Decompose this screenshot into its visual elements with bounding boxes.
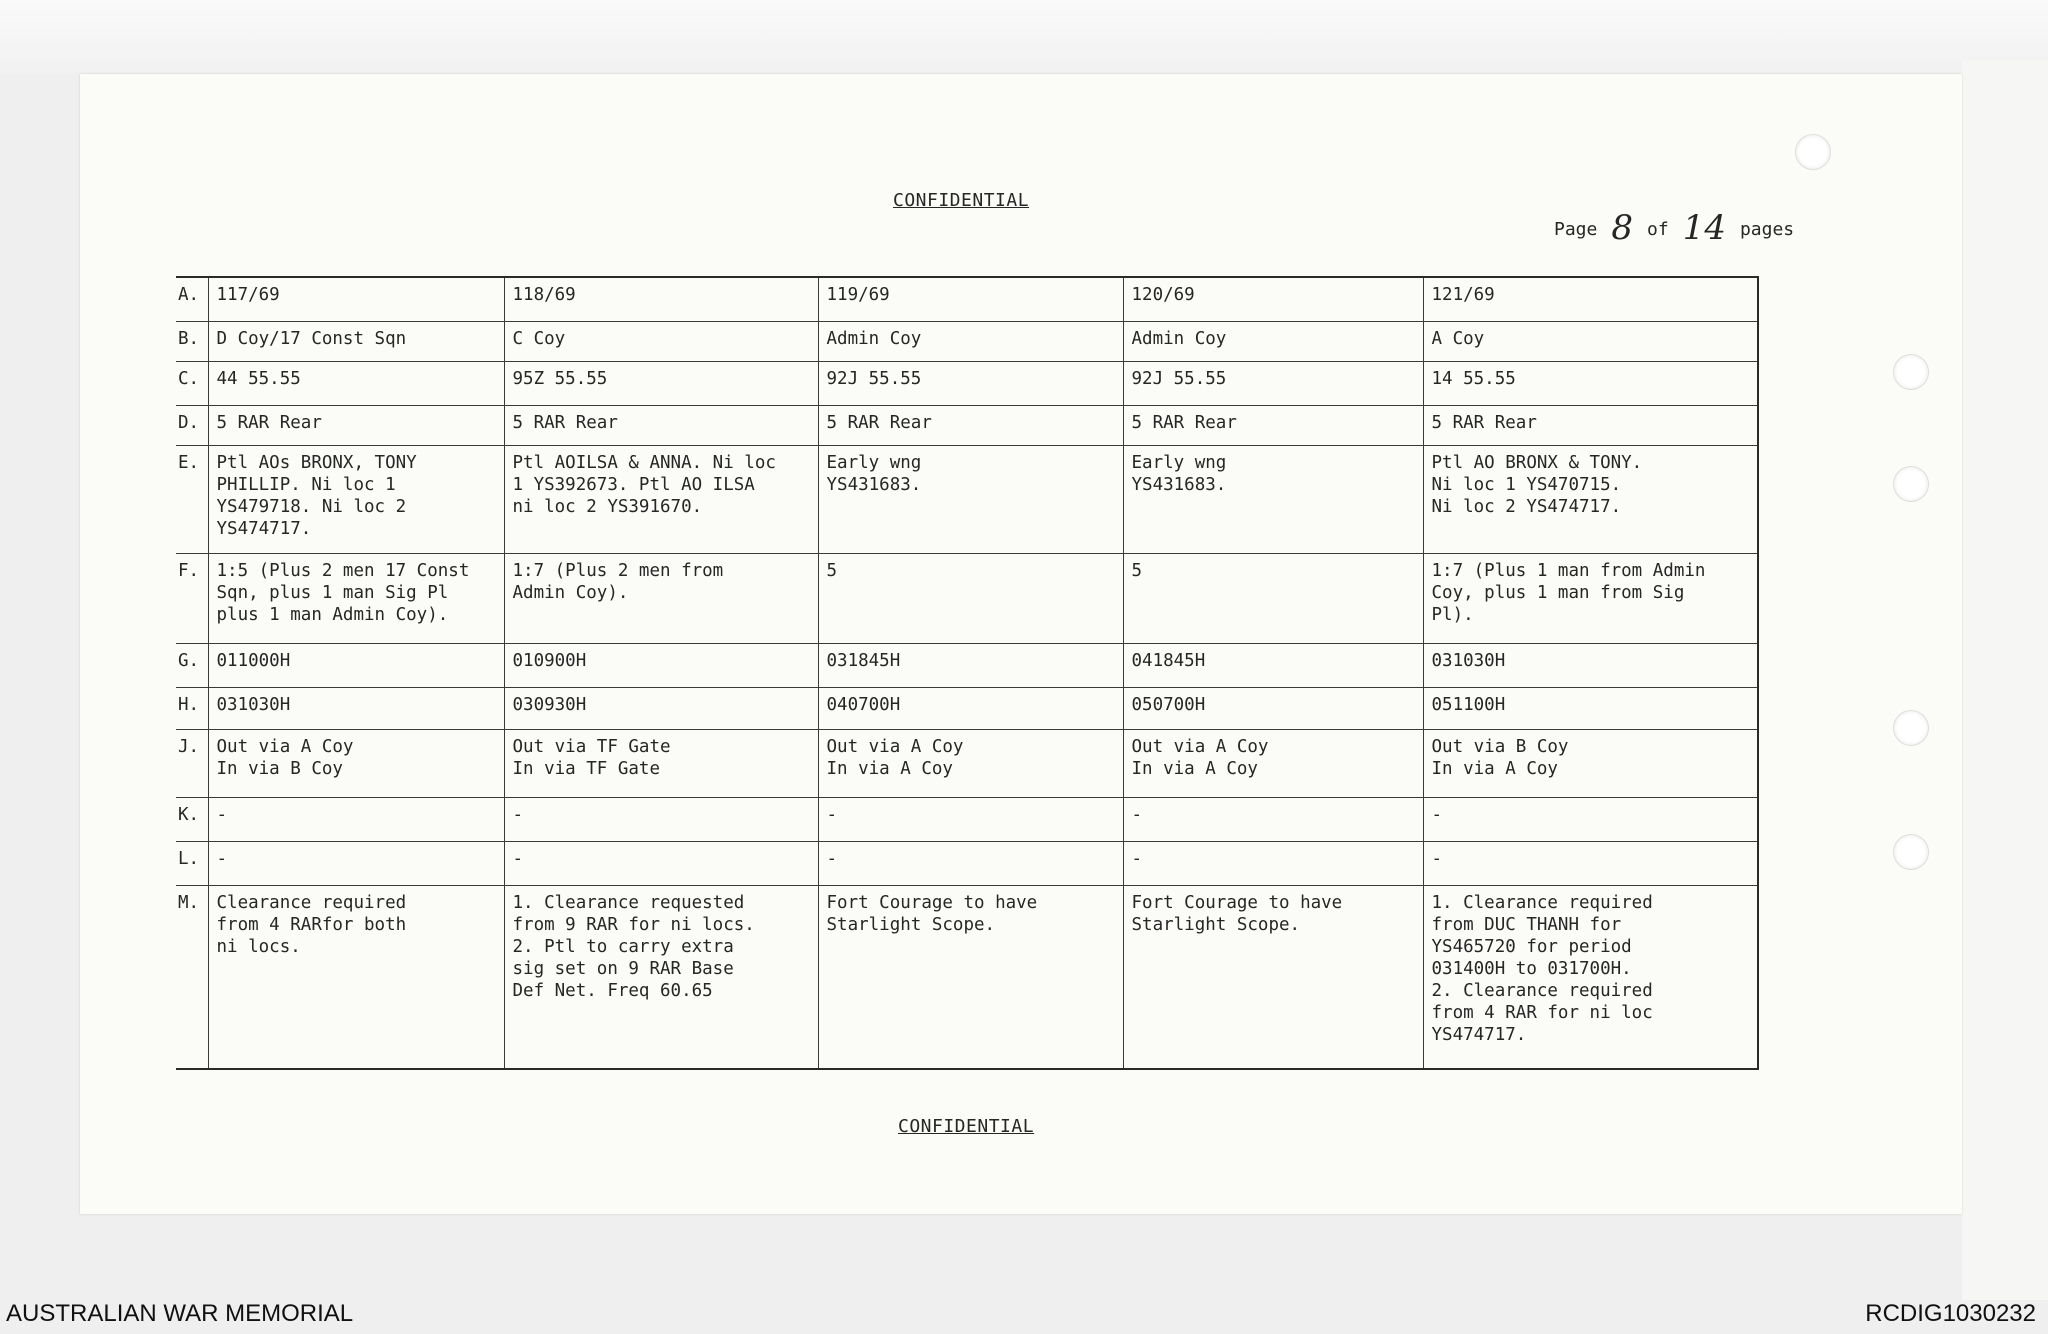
table-cell: -	[1123, 797, 1423, 841]
table-cell: 120/69	[1123, 277, 1423, 321]
binder-hole	[1893, 710, 1929, 746]
table-cell: Clearance required from 4 RARfor both ni locs.	[208, 885, 504, 1069]
table-cell: -	[818, 797, 1123, 841]
table-cell: Ptl AOILSA & ANNA. Ni loc 1 YS392673. Ptl AO ILSA ni loc 2 YS391670.	[504, 445, 818, 553]
row-label: A.	[176, 277, 208, 321]
row-label: C.	[176, 361, 208, 405]
archive-credit: AUSTRALIAN WAR MEMORIAL	[6, 1300, 354, 1327]
table-cell: 118/69	[504, 277, 818, 321]
table-cell: Admin Coy	[818, 321, 1123, 361]
table-cell: 1. Clearance requested from 9 RAR for ni locs. 2. Ptl to carry extra sig set on 9 RAR Base Def Net. Freq 60.65	[504, 885, 818, 1069]
binder-hole	[1893, 354, 1929, 390]
table-cell: Out via A Coy In via A Coy	[1123, 729, 1423, 797]
table-cell: 44 55.55	[208, 361, 504, 405]
row-label: K.	[176, 797, 208, 841]
table-cell: 1:5 (Plus 2 men 17 Const Sqn, plus 1 man Sig Pl plus 1 man Admin Coy).	[208, 553, 504, 643]
page-number	[1554, 208, 1794, 248]
table-cell: Fort Courage to have Starlight Scope.	[818, 885, 1123, 1069]
table-cell: 14 55.55	[1423, 361, 1758, 405]
table-cell: D Coy/17 Const Sqn	[208, 321, 504, 361]
table-cell: A Coy	[1423, 321, 1758, 361]
table-row	[176, 405, 1758, 445]
table-cell: 5	[1123, 553, 1423, 643]
table-cell: 040700H	[818, 687, 1123, 729]
table-cell: Out via A Coy In via A Coy	[818, 729, 1123, 797]
table-cell: -	[1423, 841, 1758, 885]
table-cell: 121/69	[1423, 277, 1758, 321]
punch-hole	[1795, 134, 1831, 170]
table-row	[176, 797, 1758, 841]
binder-hole	[1893, 466, 1929, 502]
row-label: M.	[176, 885, 208, 1069]
table-cell: -	[504, 797, 818, 841]
row-label: J.	[176, 729, 208, 797]
archive-id: RCDIG1030232	[1865, 1300, 2036, 1327]
table-cell: -	[208, 797, 504, 841]
table-cell: 5 RAR Rear	[504, 405, 818, 445]
table-cell: Out via A Coy In via B Coy	[208, 729, 504, 797]
table-cell: -	[504, 841, 818, 885]
table-cell: 5 RAR Rear	[1123, 405, 1423, 445]
table-cell: 1. Clearance required from DUC THANH for YS465720 for period 031400H to 031700H. 2. Clearance required from 4 RAR for ni loc YS474717.	[1423, 885, 1758, 1069]
table-row	[176, 445, 1758, 553]
row-label: D.	[176, 405, 208, 445]
table-cell: 1:7 (Plus 2 men from Admin Coy).	[504, 553, 818, 643]
table-cell: 050700H	[1123, 687, 1423, 729]
row-label: L.	[176, 841, 208, 885]
table-cell: C Coy	[504, 321, 818, 361]
table-row	[176, 321, 1758, 361]
table-cell: Ptl AOs BRONX, TONY PHILLIP. Ni loc 1 YS479718. Ni loc 2 YS474717.	[208, 445, 504, 553]
table-row	[176, 885, 1758, 1069]
page-label: Page	[1554, 219, 1598, 240]
row-label: H.	[176, 687, 208, 729]
row-label: G.	[176, 643, 208, 687]
table-cell: 041845H	[1123, 643, 1423, 687]
table-cell: 95Z 55.55	[504, 361, 818, 405]
page-current: 8	[1611, 208, 1633, 248]
table-cell: 030930H	[504, 687, 818, 729]
binder-hole	[1893, 834, 1929, 870]
table-cell: 5 RAR Rear	[208, 405, 504, 445]
row-label: E.	[176, 445, 208, 553]
table-cell: 031030H	[208, 687, 504, 729]
table-row	[176, 361, 1758, 405]
classification-header: CONFIDENTIAL	[893, 190, 1030, 211]
table-cell: 011000H	[208, 643, 504, 687]
table-cell: -	[1123, 841, 1423, 885]
table-cell: 92J 55.55	[1123, 361, 1423, 405]
pages-label: pages	[1739, 219, 1795, 240]
table-cell: Ptl AO BRONX & TONY. Ni loc 1 YS470715. Ni loc 2 YS474717.	[1423, 445, 1758, 553]
classification-footer: CONFIDENTIAL	[898, 1116, 1035, 1137]
table-cell: 119/69	[818, 277, 1123, 321]
table-row	[176, 643, 1758, 687]
table-cell: 010900H	[504, 643, 818, 687]
table-cell: Out via TF Gate In via TF Gate	[504, 729, 818, 797]
table-row	[176, 729, 1758, 797]
table-row	[176, 277, 1758, 321]
table-cell: Out via B Coy In via A Coy	[1423, 729, 1758, 797]
table-cell: -	[818, 841, 1123, 885]
scan-top-edge	[0, 0, 2048, 74]
table-cell: -	[1423, 797, 1758, 841]
table-cell: Early wng YS431683.	[1123, 445, 1423, 553]
table-cell: 5	[818, 553, 1123, 643]
table-cell: Fort Courage to have Starlight Scope.	[1123, 885, 1423, 1069]
row-label: B.	[176, 321, 208, 361]
table-cell: 5 RAR Rear	[1423, 405, 1758, 445]
table-cell: -	[208, 841, 504, 885]
page-of-label: of	[1647, 219, 1669, 240]
table-cell: 5 RAR Rear	[818, 405, 1123, 445]
table-cell: 92J 55.55	[818, 361, 1123, 405]
page-total: 14	[1682, 208, 1726, 248]
row-label: F.	[176, 553, 208, 643]
scan-right-strip	[1962, 60, 2048, 1300]
table-row	[176, 841, 1758, 885]
table-cell: 117/69	[208, 277, 504, 321]
table-cell: Admin Coy	[1123, 321, 1423, 361]
table-cell: 051100H	[1423, 687, 1758, 729]
table-cell: Early wng YS431683.	[818, 445, 1123, 553]
table-cell: 031030H	[1423, 643, 1758, 687]
table-cell: 031845H	[818, 643, 1123, 687]
table-row	[176, 687, 1758, 729]
table-row	[176, 553, 1758, 643]
patrol-orders-table	[176, 276, 1759, 1070]
table-cell: 1:7 (Plus 1 man from Admin Coy, plus 1 man from Sig Pl).	[1423, 553, 1758, 643]
